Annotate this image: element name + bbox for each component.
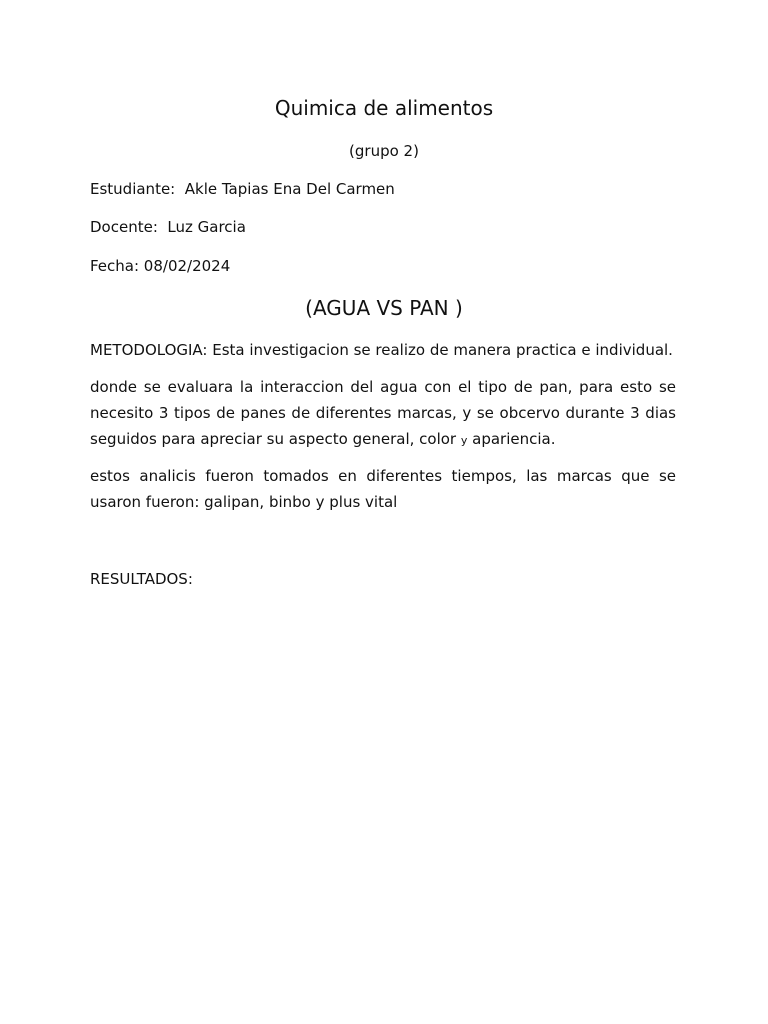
section-heading: (AGUA VS PAN )	[305, 296, 463, 320]
student-line: Estudiante: Akle Tapias Ena Del Carmen	[90, 180, 395, 198]
description-text-part2: apariencia.	[467, 430, 556, 448]
document-subtitle: (grupo 2)	[349, 142, 419, 160]
methodology-paragraph: METODOLOGIA: Esta investigacion se realizo de manera practica e individual.	[90, 341, 673, 359]
description-paragraph	[90, 374, 676, 454]
description-text-part1: donde se evaluara la interaccion del agua con el tipo de pan, para esto se necesito 3 tipos de panes de diferentes marcas, y se obcervo durante 3 dias seguidos para apreciar su aspecto general, color	[90, 378, 676, 448]
analysis-paragraph: estos analicis fueron tomados en diferentes tiempos, las marcas que se usaron fueron: galipan, binbo y plus vital	[90, 467, 676, 511]
teacher-line: Docente: Luz Garcia	[90, 218, 246, 236]
document-title: Quimica de alimentos	[274, 96, 494, 120]
date-line: Fecha: 08/02/2024	[90, 257, 231, 275]
description-small-y: y	[460, 434, 468, 447]
results-heading: RESULTADOS:	[90, 570, 193, 588]
